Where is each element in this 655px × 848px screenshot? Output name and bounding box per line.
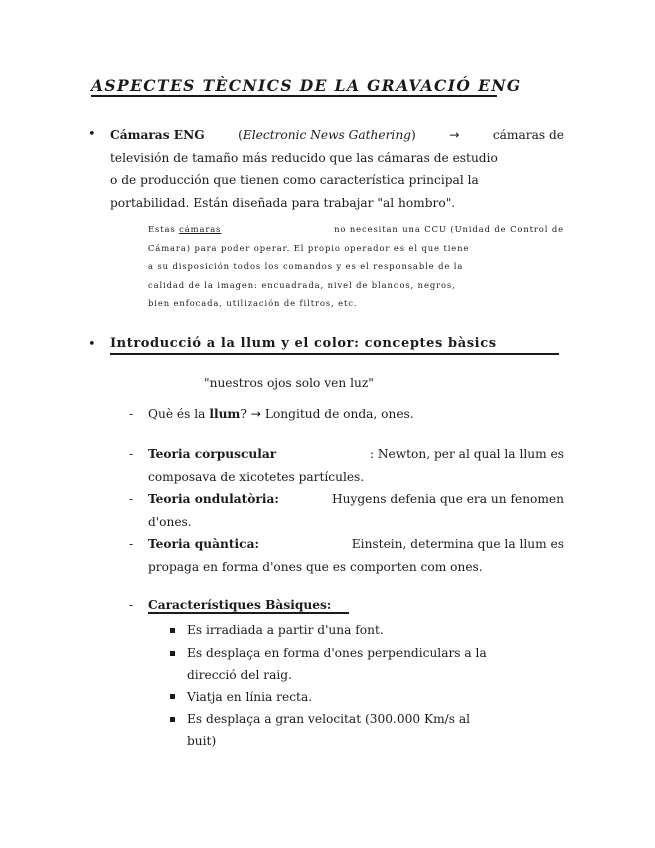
note-line-3: a su disposición todos los comandos y es el responsable de la	[148, 261, 464, 271]
note-line-4: calidad de la imagen: encuadrada, nivel de blancos, negros,	[148, 279, 456, 290]
square-bullet	[170, 651, 175, 656]
note-line1-rest: no necesitan una CCU (Unidad de Control de	[334, 224, 564, 234]
section2-underline	[110, 353, 559, 355]
arrow-icon: →	[449, 128, 460, 142]
t3-rest: Einstein, determina que la llum es	[351, 537, 564, 551]
camaras-expansion-wrap	[238, 124, 416, 147]
t1-line-2: composava de xicotetes partícules.	[148, 469, 365, 484]
camaras-expansion: Electronic News Gathering	[242, 128, 411, 142]
camaras-line-2: televisión de tamaño más reducido que las cámaras de estudio	[110, 150, 498, 165]
camaras-note	[148, 220, 564, 313]
quote: "nuestros ojos solo ven luz"	[204, 376, 374, 390]
t3-paragraph	[148, 533, 564, 578]
t1-rest: : Newton, per al qual la llum es	[369, 447, 564, 461]
section2-heading: Introducció a la llum y el color: conceptes bàsics	[110, 336, 497, 351]
char-item-4: Es desplaça a gran velocitat (300.000 Km/s al	[187, 712, 471, 726]
camaras-line-1	[110, 124, 564, 147]
bullet-section2: •	[88, 337, 96, 352]
q1-line	[148, 403, 414, 426]
t3-line-2: propaga en forma d'ones que es comporten com ones.	[148, 559, 483, 574]
camaras-term: Cámaras ENG	[110, 128, 205, 142]
note-line-1	[148, 220, 564, 239]
title-underline	[91, 95, 497, 97]
arrow-icon-2: →	[250, 407, 261, 421]
camaras-line1-rest: cámaras de	[492, 128, 564, 142]
q1-bold: llum	[209, 407, 241, 421]
note-underlined: cámaras	[179, 224, 222, 234]
page-title: ASPECTES TÈCNICS DE LA GRAVACIÓ ENG	[91, 76, 522, 95]
note-prefix-text: Estas	[148, 224, 176, 234]
t2-line-1	[148, 488, 564, 511]
t1-line-1	[148, 443, 564, 466]
dash-t2: -	[129, 492, 134, 506]
t2-paragraph	[148, 488, 564, 533]
dash-q1: -	[129, 407, 134, 421]
square-bullet	[170, 717, 175, 722]
dash-t1: -	[129, 447, 134, 461]
char-item-3: Viatja en línia recta.	[187, 690, 313, 704]
char-item-1: Es irradiada a partir d'una font.	[187, 623, 384, 637]
q1-prefix: Què és la	[148, 407, 206, 421]
dash-t3: -	[129, 537, 134, 551]
square-bullet	[170, 694, 175, 699]
chars-heading-underline	[148, 612, 349, 614]
t1-bold: Teoria corpuscular	[148, 447, 277, 461]
t2-bold: Teoria ondulatòria:	[148, 492, 279, 506]
square-bullet	[170, 628, 175, 633]
t1-paragraph	[148, 443, 564, 488]
note-line-2: Cámara) para poder operar. El propio operador es el que tiene	[148, 242, 470, 253]
q1-answer: Longitud de onda, ones.	[264, 407, 414, 421]
char-item-2-cont: direcció del raig.	[187, 668, 292, 682]
camaras-line-3: o de producción que tienen como característica principal la	[110, 173, 479, 187]
camaras-line-4: portabilidad. Están diseñada para trabajar "al hombro".	[110, 195, 456, 210]
char-item-4-cont: buit)	[187, 734, 217, 748]
note-prefix	[148, 220, 221, 239]
t3-line-1	[148, 533, 564, 556]
dash-chars: -	[129, 598, 134, 612]
t2-rest: Huygens defenia que era un fenomen	[332, 492, 564, 506]
paren-close: )	[410, 128, 416, 142]
camaras-paragraph	[110, 124, 564, 214]
t2-line-2: d'ones.	[148, 514, 192, 529]
q1-suffix: ?	[240, 407, 247, 421]
t3-bold: Teoria quàntica:	[148, 537, 259, 551]
paren-open: (	[238, 128, 243, 142]
bullet-camaras: •	[88, 127, 96, 142]
char-item-2: Es desplaça en forma d'ones perpendiculars a la	[187, 646, 487, 660]
note-line-5: bien enfocada, utilización de filtros, etc.	[148, 298, 358, 308]
chars-heading: Característiques Bàsiques:	[148, 598, 332, 612]
